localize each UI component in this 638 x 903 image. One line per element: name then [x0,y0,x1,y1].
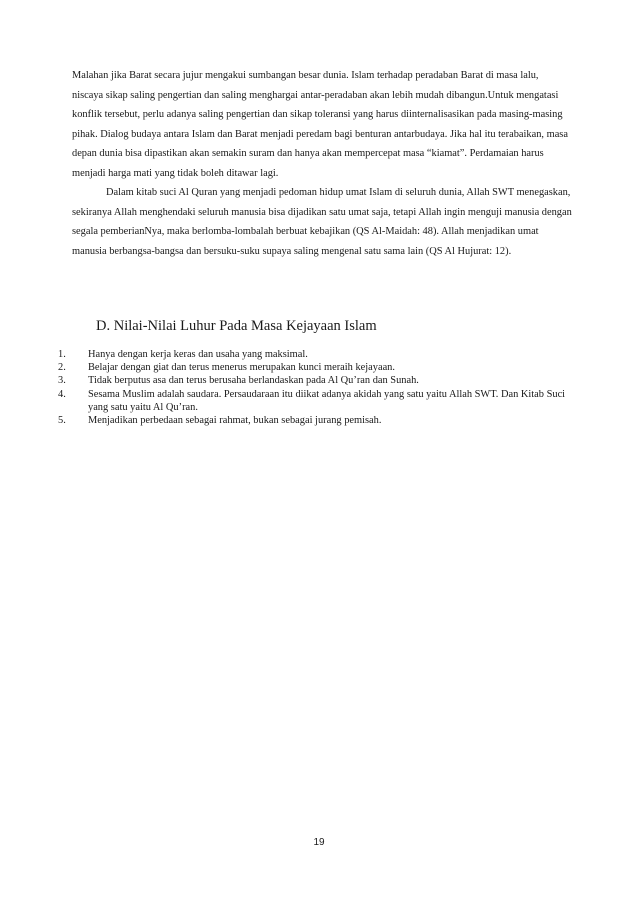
list-item-text: Sesama Muslim adalah saudara. Persaudaraan itu diikat adanya akidah yang satu yaitu Allah SWT. Dan Kitab Suci yang satu yaitu Al Qu’ran. [88,388,566,413]
list-item [58,348,578,361]
section-heading: D. Nilai-Nilai Luhur Pada Masa Kejayaan Islam [96,318,377,334]
list-item-number: 2. [58,362,66,374]
list-item-number: 5. [58,415,66,427]
list-item [58,388,578,414]
list-item-number: 4. [58,388,66,400]
list-item-number: 1. [58,349,66,360]
list-item [58,361,578,374]
body-text [72,66,572,261]
list-item-text: Tidak berputus asa dan terus berusaha berlandaskan pada Al Qu’ran dan Sunah. [88,375,419,387]
paragraph-barat: Malahan jika Barat secara jujur mengakui sumbangan besar dunia. Islam terhadap peradaban Barat di masa lalu, niscaya sikap saling pengertian dan saling menghargai antar-peradaban akan lebih mudah dibangun.Untuk mengatasi konflik tersebut, perlu adanya saling pengertian dan sikap toleransi yang harus diinternalisasikan pada masing-masing pihak. Dialog budaya antara Islam dan Barat menjadi peredam bagi benturan antarbudaya. Jika hal itu terabaikan, masa depan dunia bisa dipastikan akan semakin suram dan hanya akan mempercepat masa “kiamat”. Perdamaian harus menjadi harga mati yang tidak boleh ditawar lagi. [72,70,568,179]
paragraph-quran: Dalam kitab suci Al Quran yang menjadi pedoman hidup umat Islam di seluruh dunia, Allah SWT menegaskan, sekiranya Allah menghendaki seluruh manusia bisa dijadikan satu umat saja, tetapi Allah ingin menguji manusia dengan segala pemberianNya, maka berlomba-lombalah berbuat kebajikan (QS Al-Maidah: 48). Allah menjadikan umat manusia berbangsa-bangsa dan bersuku-suku supaya saling mengenal satu sama lain (QS Al Hujurat: 12). [72,187,572,257]
page-number: 19 [313,837,325,848]
values-list [58,348,578,427]
list-item-number: 3. [58,375,66,387]
list-item [58,374,578,387]
list-item [58,414,578,427]
list-item-text: Menjadikan perbedaan sebagai rahmat, bukan sebagai jurang pemisah. [88,415,382,427]
list-item-text: Hanya dengan kerja keras dan usaha yang maksimal. [88,349,308,360]
list-item-text: Belajar dengan giat dan terus menerus merupakan kunci meraih kejayaan. [88,362,395,374]
